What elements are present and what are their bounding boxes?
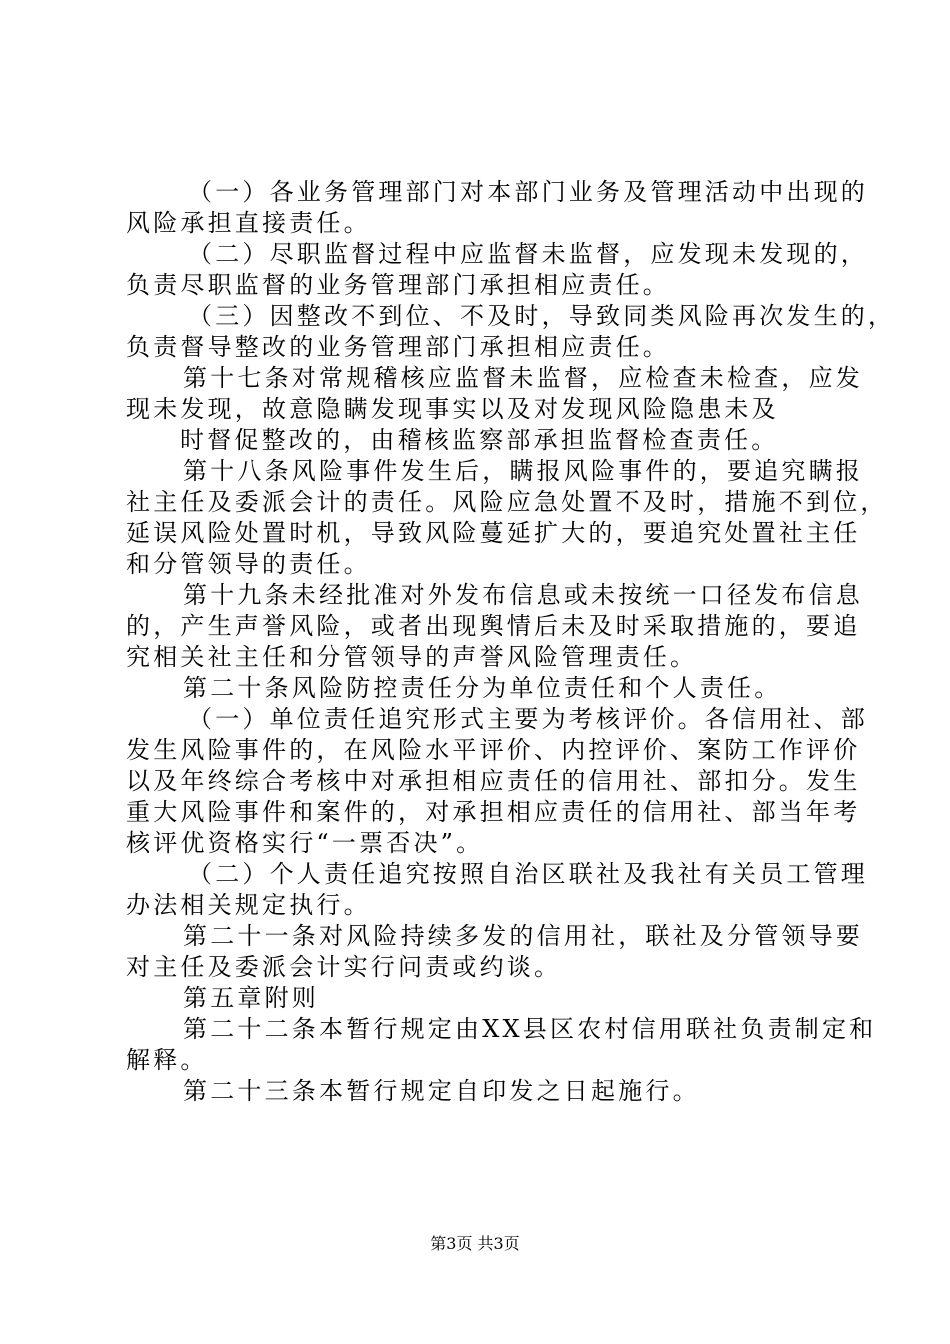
paragraph-line: 发生风险事件的，在风险水平评价、内控评价、案防工作评价 <box>126 736 861 764</box>
paragraph-line: 现未发现，故意隐瞒发现事实以及对发现风险隐患未及 <box>126 395 779 423</box>
paragraph-line: 负责尽职监督的业务管理部门承担相应责任。 <box>126 271 670 299</box>
paragraph-line: 究相关社主任和分管领导的声誉风险管理责任。 <box>126 643 698 671</box>
paragraph-line: 风险承担直接责任。 <box>126 209 371 237</box>
paragraph-line: 重大风险事件和案件的，对承担相应责任的信用社、部当年考 <box>126 798 861 826</box>
paragraph-line: 解释。 <box>126 1046 208 1074</box>
paragraph-line: 延误风险处置时机，导致风险蔓延扩大的，要追究处置社主任 <box>126 519 861 547</box>
paragraph-line: 第十七条对常规稽核应监督未监督，应检查未检查，应发 <box>183 364 863 392</box>
paragraph-line: 第十八条风险事件发生后，瞒报风险事件的，要追究瞒报 <box>183 457 863 485</box>
paragraph-line: 第二十一条对风险持续多发的信用社，联社及分管领导要 <box>183 922 863 950</box>
paragraph-line: 第二十条风险防控责任分为单位责任和个人责任。 <box>183 674 782 702</box>
paragraph-line: 时督促整改的，由稽核监察部承担监督检查责任。 <box>180 426 779 454</box>
paragraph-line: 第二十三条本暂行规定自印发之日起施行。 <box>183 1077 700 1105</box>
paragraph-line: 社主任及委派会计的责任。风险应急处置不及时，措施不到位， <box>126 488 888 516</box>
paragraph-line: （一）各业务管理部门对本部门业务及管理活动中出现的 <box>188 178 868 206</box>
paragraph-line: 的，产生声誉风险，或者出现舆情后未及时采取措施的，要追 <box>126 612 861 640</box>
paragraph-line: 第十九条未经批准对外发布信息或未按统一口径发布信息 <box>183 581 863 609</box>
paragraph-line: 核评优资格实行“一票否决”。 <box>126 829 484 857</box>
paragraph-line: 对主任及委派会计实行问责或约谈。 <box>126 953 562 981</box>
paragraph-line: 第二十二条本暂行规定由XX县区农村信用联社负责制定和 <box>183 1015 877 1043</box>
paragraph-line: （二）个人责任追究按照自治区联社及我社有关员工管理 <box>188 860 868 888</box>
paragraph-line: 以及年终综合考核中对承担相应责任的信用社、部扣分。发生 <box>126 767 861 795</box>
paragraph-line: （三）因整改不到位、不及时，导致同类风险再次发生的， <box>188 302 896 330</box>
paragraph-line: 和分管领导的责任。 <box>126 550 371 578</box>
paragraph-line: （一）单位责任追究形式主要为考核评价。各信用社、部 <box>188 705 868 733</box>
page-number-footer: 第3页 共3页 <box>430 1234 520 1253</box>
paragraph-line: 负责督导整改的业务管理部门承担相应责任。 <box>126 333 670 361</box>
paragraph-line: 办法相关规定执行。 <box>126 891 371 919</box>
paragraph-line: （二）尽职监督过程中应监督未监督，应发现未发现的， <box>188 240 868 268</box>
chapter-heading: 第五章附则 <box>183 984 319 1012</box>
